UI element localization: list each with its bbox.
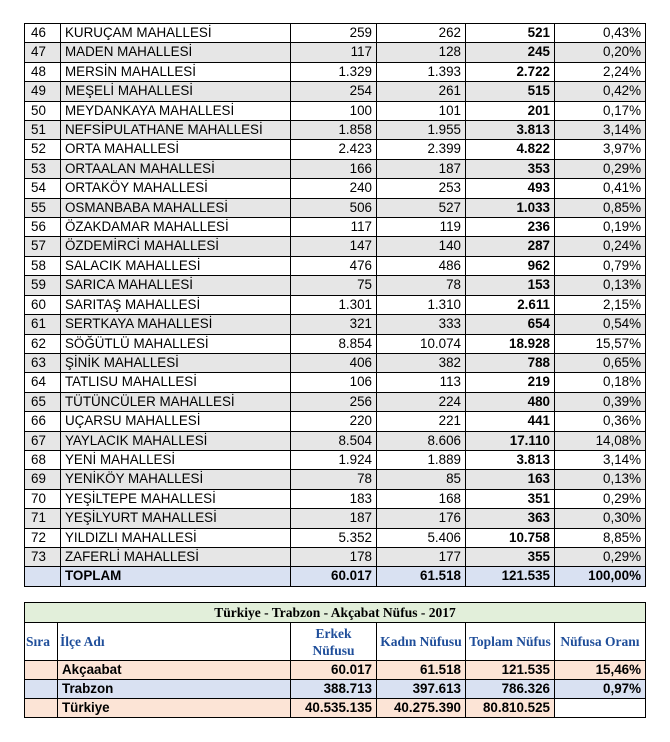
population-ratio: 0,43%: [555, 24, 646, 43]
male-population: 183: [291, 489, 377, 508]
population-ratio: 0,13%: [555, 276, 646, 295]
female-population: 8.606: [377, 431, 466, 450]
table-row: [25, 159, 646, 178]
row-number: 73: [25, 547, 61, 566]
table-row: [25, 315, 646, 334]
female-population: 101: [377, 101, 466, 120]
table-row: [25, 373, 646, 392]
summary-header-row: [25, 623, 646, 661]
female-population: 1.310: [377, 295, 466, 314]
table-row: [25, 470, 646, 489]
table-row: [25, 140, 646, 159]
summary-name: Akçaabat: [58, 661, 291, 680]
table-row: [25, 295, 646, 314]
neighborhood-name: TÜTÜNCÜLER MAHALLESİ: [61, 392, 291, 411]
row-number: 59: [25, 276, 61, 295]
neighborhood-name: SALACIK MAHALLESİ: [61, 256, 291, 275]
table-row: [25, 431, 646, 450]
neighborhood-name: ÖZAKDAMAR MAHALLESİ: [61, 218, 291, 237]
summary-row-turkiye: [25, 699, 646, 718]
neighborhood-name: MEŞELİ MAHALLESİ: [61, 82, 291, 101]
population-ratio: 0,29%: [555, 159, 646, 178]
female-population: 187: [377, 159, 466, 178]
row-number: 55: [25, 198, 61, 217]
header-kadin-nufusu: Kadın Nüfusu: [377, 623, 466, 661]
population-ratio: 8,85%: [555, 528, 646, 547]
population-ratio: 15,57%: [555, 334, 646, 353]
neighborhood-name: YENİKÖY MAHALLESİ: [61, 470, 291, 489]
male-population: 5.352: [291, 528, 377, 547]
table-row: [25, 121, 646, 140]
row-number: 60: [25, 295, 61, 314]
female-population: 224: [377, 392, 466, 411]
summary-ratio: [555, 699, 646, 718]
female-population: 1.889: [377, 450, 466, 469]
row-number: 53: [25, 159, 61, 178]
female-population: 140: [377, 237, 466, 256]
total-population: 1.033: [466, 198, 555, 217]
total-population: 493: [466, 179, 555, 198]
neighborhood-name: KURUÇAM MAHALLESİ: [61, 24, 291, 43]
population-ratio: 0,85%: [555, 198, 646, 217]
total-population: 219: [466, 373, 555, 392]
female-population: 5.406: [377, 528, 466, 547]
male-population: 256: [291, 392, 377, 411]
male-population: 254: [291, 82, 377, 101]
population-ratio: 0,41%: [555, 179, 646, 198]
female-population: 2.399: [377, 140, 466, 159]
male-population: 1.924: [291, 450, 377, 469]
male-population: 147: [291, 237, 377, 256]
total-population: 287: [466, 237, 555, 256]
female-population: 176: [377, 509, 466, 528]
table-row: [25, 179, 646, 198]
summary-female: 40.275.390: [377, 699, 466, 718]
row-number: 66: [25, 412, 61, 431]
male-population: 166: [291, 159, 377, 178]
total-population: 515: [466, 82, 555, 101]
male-population: 1.301: [291, 295, 377, 314]
total-total: 121.535: [466, 567, 555, 586]
total-population: 236: [466, 218, 555, 237]
row-number: 67: [25, 431, 61, 450]
total-population: 245: [466, 43, 555, 62]
female-population: 113: [377, 373, 466, 392]
table-row: [25, 256, 646, 275]
female-population: 333: [377, 315, 466, 334]
summary-title-row: [25, 603, 646, 623]
total-population: 654: [466, 315, 555, 334]
table-row: [25, 43, 646, 62]
summary-male: 40.535.135: [291, 699, 377, 718]
male-population: 220: [291, 412, 377, 431]
population-ratio: 0,20%: [555, 43, 646, 62]
male-population: 75: [291, 276, 377, 295]
table-row: [25, 62, 646, 81]
population-ratio: 0,39%: [555, 392, 646, 411]
population-ratio: 0,24%: [555, 237, 646, 256]
header-nufusa-orani: Nüfusa Oranı: [555, 623, 646, 661]
table-row: [25, 547, 646, 566]
neighborhood-name: YAYLACIK MAHALLESİ: [61, 431, 291, 450]
table-row: [25, 392, 646, 411]
summary-name: Trabzon: [58, 680, 291, 699]
total-population: 18.928: [466, 334, 555, 353]
neighborhood-name: YEŞİLTEPE MAHALLESİ: [61, 489, 291, 508]
total-population: 355: [466, 547, 555, 566]
summary-female: 61.518: [377, 661, 466, 680]
neighborhood-name: YEŞİLYURT MAHALLESİ: [61, 509, 291, 528]
neighborhood-name: SÖĞÜTLÜ MAHALLESİ: [61, 334, 291, 353]
row-number: 70: [25, 489, 61, 508]
total-population: 962: [466, 256, 555, 275]
male-population: 506: [291, 198, 377, 217]
total-population: 10.758: [466, 528, 555, 547]
table-row: [25, 450, 646, 469]
female-population: 253: [377, 179, 466, 198]
row-number: 56: [25, 218, 61, 237]
neighborhood-name: ORTAALAN MAHALLESİ: [61, 159, 291, 178]
female-population: 221: [377, 412, 466, 431]
total-population: 3.813: [466, 450, 555, 469]
female-population: 10.074: [377, 334, 466, 353]
row-number: 68: [25, 450, 61, 469]
female-population: 382: [377, 353, 466, 372]
table-row: [25, 353, 646, 372]
neighborhood-name: ÖZDEMİRCİ MAHALLESİ: [61, 237, 291, 256]
female-population: 527: [377, 198, 466, 217]
total-population: 153: [466, 276, 555, 295]
male-population: 178: [291, 547, 377, 566]
row-number: 62: [25, 334, 61, 353]
neighborhood-name: MADEN MAHALLESİ: [61, 43, 291, 62]
total-female: 61.518: [377, 567, 466, 586]
neighborhood-name: SERTKAYA MAHALLESİ: [61, 315, 291, 334]
neighborhood-name: SARITAŞ MAHALLESİ: [61, 295, 291, 314]
row-number: 69: [25, 470, 61, 489]
table-row: [25, 528, 646, 547]
population-ratio: 0,29%: [555, 547, 646, 566]
summary-row-trabzon: [25, 680, 646, 699]
population-ratio: 0,65%: [555, 353, 646, 372]
male-population: 406: [291, 353, 377, 372]
row-number: 52: [25, 140, 61, 159]
neighborhood-name: MEYDANKAYA MAHALLESİ: [61, 101, 291, 120]
total-population: 480: [466, 392, 555, 411]
population-ratio: 0,54%: [555, 315, 646, 334]
total-label: TOPLAM: [61, 567, 291, 586]
female-population: 128: [377, 43, 466, 62]
neighborhood-name: SARICA MAHALLESİ: [61, 276, 291, 295]
summary-total: 80.810.525: [466, 699, 555, 718]
total-population: 363: [466, 509, 555, 528]
total-empty-cell: [25, 567, 61, 586]
population-ratio: 2,24%: [555, 62, 646, 81]
total-population: 521: [466, 24, 555, 43]
row-number: 72: [25, 528, 61, 547]
neighborhood-population-table: [24, 23, 646, 587]
total-population: 201: [466, 101, 555, 120]
female-population: 1.955: [377, 121, 466, 140]
neighborhood-name: NEFSİPULATHANE MAHALLESİ: [61, 121, 291, 140]
row-number: 64: [25, 373, 61, 392]
population-ratio: 0,13%: [555, 470, 646, 489]
table-row: [25, 198, 646, 217]
table-row: [25, 276, 646, 295]
table-row: [25, 101, 646, 120]
female-population: 168: [377, 489, 466, 508]
table-row: [25, 412, 646, 431]
neighborhood-name: YENİ MAHALLESİ: [61, 450, 291, 469]
row-number: 47: [25, 43, 61, 62]
male-population: 117: [291, 218, 377, 237]
total-population: 353: [466, 159, 555, 178]
summary-ratio: 15,46%: [555, 661, 646, 680]
row-number: 49: [25, 82, 61, 101]
female-population: 486: [377, 256, 466, 275]
male-population: 321: [291, 315, 377, 334]
table-row: [25, 237, 646, 256]
female-population: 261: [377, 82, 466, 101]
summary-male: 388.713: [291, 680, 377, 699]
total-population: 4.822: [466, 140, 555, 159]
population-ratio: 14,08%: [555, 431, 646, 450]
total-male: 60.017: [291, 567, 377, 586]
row-number: 57: [25, 237, 61, 256]
summary-female: 397.613: [377, 680, 466, 699]
female-population: 119: [377, 218, 466, 237]
table-row: [25, 24, 646, 43]
row-number: 58: [25, 256, 61, 275]
summary-male: 60.017: [291, 661, 377, 680]
population-ratio: 3,14%: [555, 450, 646, 469]
total-population: 17.110: [466, 431, 555, 450]
neighborhood-name: TATLISU MAHALLESİ: [61, 373, 291, 392]
total-population: 441: [466, 412, 555, 431]
neighborhood-name: ORTAKÖY MAHALLESİ: [61, 179, 291, 198]
table-row: [25, 218, 646, 237]
population-ratio: 0,19%: [555, 218, 646, 237]
female-population: 262: [377, 24, 466, 43]
header-erkek-nufusu: Erkek Nüfusu: [291, 623, 377, 661]
female-population: 1.393: [377, 62, 466, 81]
table-row: [25, 509, 646, 528]
female-population: 177: [377, 547, 466, 566]
table-row: [25, 334, 646, 353]
summary-name: Türkiye: [58, 699, 291, 718]
header-toplam-nufus: Toplam Nüfus: [466, 623, 555, 661]
male-population: 78: [291, 470, 377, 489]
row-number: 54: [25, 179, 61, 198]
male-population: 187: [291, 509, 377, 528]
population-ratio: 0,18%: [555, 373, 646, 392]
row-number: 50: [25, 101, 61, 120]
neighborhood-name: MERSİN MAHALLESİ: [61, 62, 291, 81]
neighborhood-name: OSMANBABA MAHALLESİ: [61, 198, 291, 217]
population-ratio: 0,36%: [555, 412, 646, 431]
summary-cell-empty: [25, 661, 58, 680]
male-population: 8.504: [291, 431, 377, 450]
neighborhood-name: UÇARSU MAHALLESİ: [61, 412, 291, 431]
total-population: 2.722: [466, 62, 555, 81]
population-ratio: 0,79%: [555, 256, 646, 275]
summary-cell-empty: [25, 699, 58, 718]
neighborhood-table-body: [25, 24, 646, 587]
neighborhood-name: ORTA MAHALLESİ: [61, 140, 291, 159]
male-population: 8.854: [291, 334, 377, 353]
population-ratio: 2,15%: [555, 295, 646, 314]
total-population: 788: [466, 353, 555, 372]
total-population: 163: [466, 470, 555, 489]
row-number: 71: [25, 509, 61, 528]
header-ilce-adi: İlçe Adı: [58, 623, 291, 661]
summary-row-akcaabat: [25, 661, 646, 680]
neighborhood-name: ŞİNİK MAHALLESİ: [61, 353, 291, 372]
population-ratio: 0,30%: [555, 509, 646, 528]
male-population: 240: [291, 179, 377, 198]
male-population: 259: [291, 24, 377, 43]
row-number: 61: [25, 315, 61, 334]
row-number: 63: [25, 353, 61, 372]
total-population: 351: [466, 489, 555, 508]
summary-total: 786.326: [466, 680, 555, 699]
row-number: 65: [25, 392, 61, 411]
table-row: [25, 82, 646, 101]
population-ratio: 3,14%: [555, 121, 646, 140]
total-population: 2.611: [466, 295, 555, 314]
total-population: 3.813: [466, 121, 555, 140]
population-ratio: 0,17%: [555, 101, 646, 120]
header-sira: Sıra: [25, 623, 58, 661]
neighborhood-name: ZAFERLİ MAHALLESİ: [61, 547, 291, 566]
male-population: 100: [291, 101, 377, 120]
row-number: 48: [25, 62, 61, 81]
neighborhood-name: YILDIZLI MAHALLESİ: [61, 528, 291, 547]
population-ratio: 0,29%: [555, 489, 646, 508]
male-population: 476: [291, 256, 377, 275]
male-population: 1.329: [291, 62, 377, 81]
male-population: 1.858: [291, 121, 377, 140]
summary-population-table: [24, 602, 646, 718]
total-ratio: 100,00%: [555, 567, 646, 586]
male-population: 106: [291, 373, 377, 392]
population-ratio: 0,42%: [555, 82, 646, 101]
male-population: 2.423: [291, 140, 377, 159]
total-row: [25, 567, 646, 586]
row-number: 51: [25, 121, 61, 140]
female-population: 78: [377, 276, 466, 295]
summary-ratio: 0,97%: [555, 680, 646, 699]
summary-total: 121.535: [466, 661, 555, 680]
summary-title: Türkiye - Trabzon - Akçabat Nüfus - 2017: [25, 603, 646, 623]
female-population: 85: [377, 470, 466, 489]
table-row: [25, 489, 646, 508]
summary-cell-empty: [25, 680, 58, 699]
row-number: 46: [25, 24, 61, 43]
male-population: 117: [291, 43, 377, 62]
population-ratio: 3,97%: [555, 140, 646, 159]
